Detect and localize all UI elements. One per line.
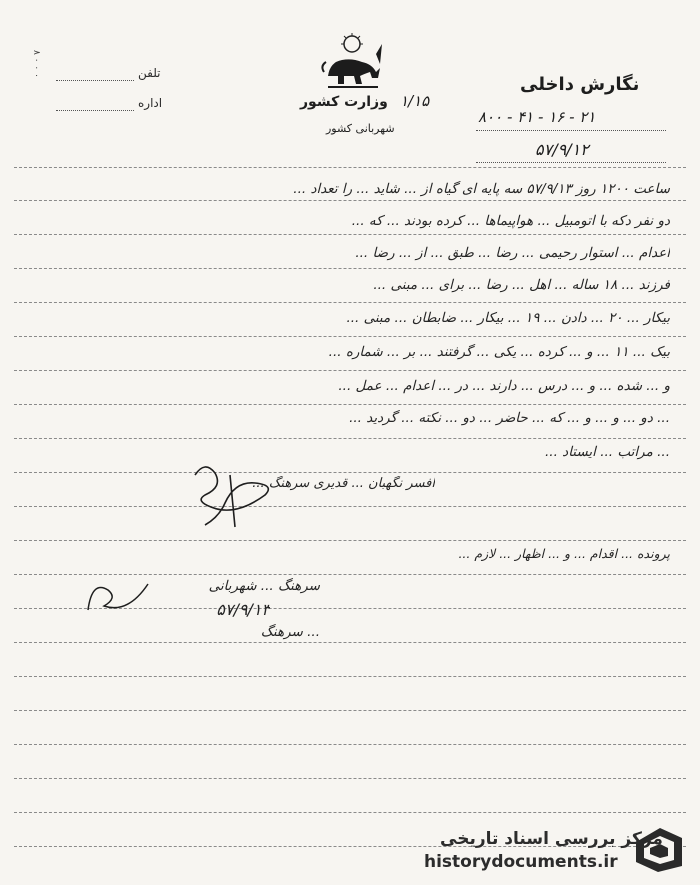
signature-line1: سرهنگ ... شهربانی	[208, 578, 320, 594]
watermark-url: historydocuments.ir	[424, 852, 618, 872]
ruled-line	[14, 472, 686, 473]
signature-scribble	[175, 455, 285, 535]
ref-number: ۱/۱۵	[400, 92, 430, 110]
ruled-line	[14, 370, 686, 371]
ruled-line	[14, 336, 686, 337]
ruled-line	[14, 167, 686, 168]
ruled-line	[14, 642, 686, 643]
ruled-line	[14, 200, 686, 201]
officer-signature-text: افسر نگهبان ... قدیری سرهنگ ...	[252, 476, 435, 491]
ruled-line	[14, 676, 686, 677]
form-title: نگارش داخلی	[520, 74, 640, 95]
ruled-line	[14, 812, 686, 813]
date-underline	[476, 162, 666, 163]
body-line: و ... شده ... و ... درس ... دارند ... در ... اعدام ... عمل ...	[338, 378, 670, 394]
office-field	[56, 110, 134, 111]
ruled-line	[14, 268, 686, 269]
body-line: بیکار ... ۲۰ ... دادن ... ۱۹ ... بیکار ... ضابطان ... مبنی ...	[346, 310, 670, 326]
ruled-line	[14, 540, 686, 541]
body-line: بیک ... ۱۱ ... و ... کرده ... یکی ... گرفتند ... بر ... شماره ...	[328, 344, 670, 360]
signature-line3: ... سرهنگ	[260, 624, 320, 640]
serial-underline	[476, 130, 666, 131]
margin-marks: ۸ ۰ ۰ ۰	[31, 50, 41, 78]
ruled-line	[14, 778, 686, 779]
body-line: فرزند ... ۱۸ ساله ... اهل ... رضا ... برای ... مبنی ...	[373, 277, 670, 293]
ruled-line	[14, 234, 686, 235]
ruled-line	[14, 302, 686, 303]
document-date: ۵۷/۹/۱۲	[535, 140, 589, 159]
ruled-line	[14, 744, 686, 745]
serial-number: ۲۱ - ۱۶ - ۴۱ - ۸۰۰	[478, 108, 596, 126]
body-line: ... دو ... و ... و ... که ... حاضر ... دو ... نکته ... گردید ...	[349, 410, 670, 426]
ruled-line	[14, 710, 686, 711]
lion-and-sun-emblem	[318, 32, 388, 92]
ministry-title: وزارت کشور	[300, 94, 388, 110]
signature-date: ۵۷/۹/۱۳	[216, 600, 270, 619]
ruled-line	[14, 438, 686, 439]
watermark-title: مرکز بررسی اسناد تاریخی	[440, 829, 663, 849]
phone-label: تلفن	[138, 66, 161, 80]
ruled-line	[14, 404, 686, 405]
signature-scribble	[78, 570, 158, 620]
body-line: ... مراتب ... ایستاد ...	[545, 444, 670, 460]
body-line: اعدام ... استوار رحیمی ... رضا ... طبق ... از ... رضا ...	[355, 245, 670, 261]
note-line: پرونده ... اقدام ... و ... اظهار ... لازم ...	[458, 546, 670, 561]
office-label: اداره	[138, 96, 163, 110]
body-line: دو نفر دکه با اتومبیل ... هواپیماها ... کرده بودند ... که ...	[351, 213, 670, 229]
body-line: ساعت ۱۲۰۰ روز ۵۷/۹/۱۳ سه پایه ای گیاه از ... شاید ... را تعداد ...	[293, 181, 670, 197]
ruled-line	[14, 506, 686, 507]
phone-field	[56, 80, 134, 81]
police-title: شهربانی کشور	[326, 122, 395, 135]
